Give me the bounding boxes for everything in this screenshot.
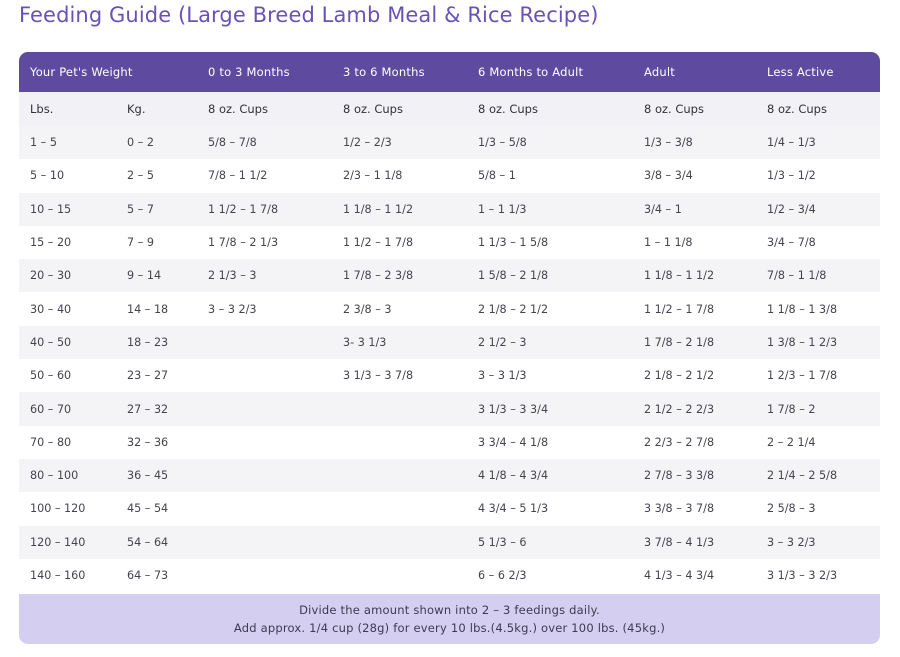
cups-6-months-to-adult-cell: 1 – 1 1/3	[467, 193, 633, 226]
table-row	[19, 326, 880, 359]
cups-3-to-6-months-cell	[332, 526, 467, 559]
cups-6-months-to-adult-cell: 4 1/8 – 4 3/4	[467, 459, 633, 492]
cups-less-active-cell: 1 2/3 – 1 7/8	[756, 359, 880, 392]
weight-kg-cell: 14 – 18	[116, 292, 197, 325]
cups-adult-cell: 3 7/8 – 4 1/3	[633, 526, 756, 559]
cups-adult-cell: 1 7/8 – 2 1/8	[633, 326, 756, 359]
cups-0-to-3-months-cell	[197, 492, 332, 525]
cups-3-to-6-months-cell: 1/2 – 2/3	[332, 126, 467, 159]
cups-adult-cell: 3/4 – 1	[633, 193, 756, 226]
cups-3-to-6-months-cell	[332, 426, 467, 459]
cups-0-to-3-months-cell	[197, 426, 332, 459]
table-row	[19, 126, 880, 159]
feeding-table	[19, 52, 880, 592]
cups-3-to-6-months-cell: 2/3 – 1 1/8	[332, 159, 467, 192]
cups-less-active-cell: 3/4 – 7/8	[756, 226, 880, 259]
cups-adult-cell: 1/3 – 3/8	[633, 126, 756, 159]
cups-3-to-6-months-cell: 2 3/8 – 3	[332, 292, 467, 325]
weight-lbs-cell: 50 – 60	[19, 359, 116, 392]
weight-lbs-cell: 100 – 120	[19, 492, 116, 525]
table-row	[19, 359, 880, 392]
column-header-weight: Your Pet's Weight	[19, 52, 197, 92]
cups-adult-cell: 2 2/3 – 2 7/8	[633, 426, 756, 459]
cups-3-to-6-months-cell	[332, 492, 467, 525]
table-row	[19, 492, 880, 525]
weight-kg-cell: 7 – 9	[116, 226, 197, 259]
weight-kg-cell: 32 – 36	[116, 426, 197, 459]
cups-0-to-3-months-cell	[197, 359, 332, 392]
cups-adult-cell: 2 1/2 – 2 2/3	[633, 392, 756, 425]
cups-adult-cell: 2 7/8 – 3 3/8	[633, 459, 756, 492]
cups-3-to-6-months-cell	[332, 559, 467, 592]
weight-lbs-cell: 70 – 80	[19, 426, 116, 459]
column-header-6-months-to-adult: 6 Months to Adult	[467, 52, 633, 92]
weight-kg-cell: 5 – 7	[116, 193, 197, 226]
weight-lbs-cell: 120 – 140	[19, 526, 116, 559]
cups-0-to-3-months-cell: 1 7/8 – 2 1/3	[197, 226, 332, 259]
weight-lbs-cell: 30 – 40	[19, 292, 116, 325]
weight-lbs-cell: 10 – 15	[19, 193, 116, 226]
cups-less-active-cell: 2 1/4 – 2 5/8	[756, 459, 880, 492]
column-header-3-to-6-months: 3 to 6 Months	[332, 52, 467, 92]
cups-less-active-cell: 1/3 – 1/2	[756, 159, 880, 192]
feeding-guide-table	[19, 52, 880, 644]
cups-0-to-3-months-cell: 5/8 – 7/8	[197, 126, 332, 159]
column-header-adult: Adult	[633, 52, 756, 92]
unit-label-cups: 8 oz. Cups	[633, 92, 756, 126]
table-row	[19, 226, 880, 259]
cups-adult-cell: 2 1/8 – 2 1/2	[633, 359, 756, 392]
weight-kg-cell: 18 – 23	[116, 326, 197, 359]
table-row	[19, 159, 880, 192]
cups-3-to-6-months-cell: 1 1/2 – 1 7/8	[332, 226, 467, 259]
table-row	[19, 526, 880, 559]
page-title: Feeding Guide (Large Breed Lamb Meal & Rice Recipe)	[19, 3, 599, 27]
cups-3-to-6-months-cell: 3 1/3 – 3 7/8	[332, 359, 467, 392]
unit-label-cups: 8 oz. Cups	[332, 92, 467, 126]
weight-kg-cell: 23 – 27	[116, 359, 197, 392]
cups-0-to-3-months-cell: 7/8 – 1 1/2	[197, 159, 332, 192]
cups-adult-cell: 3 3/8 – 3 7/8	[633, 492, 756, 525]
cups-adult-cell: 1 – 1 1/8	[633, 226, 756, 259]
cups-less-active-cell: 7/8 – 1 1/8	[756, 259, 880, 292]
cups-0-to-3-months-cell	[197, 392, 332, 425]
cups-6-months-to-adult-cell: 3 – 3 1/3	[467, 359, 633, 392]
cups-6-months-to-adult-cell: 3 1/3 – 3 3/4	[467, 392, 633, 425]
weight-lbs-cell: 5 – 10	[19, 159, 116, 192]
weight-lbs-cell: 40 – 50	[19, 326, 116, 359]
unit-label-cups: 8 oz. Cups	[467, 92, 633, 126]
weight-kg-cell: 9 – 14	[116, 259, 197, 292]
cups-6-months-to-adult-cell: 2 1/8 – 2 1/2	[467, 292, 633, 325]
cups-0-to-3-months-cell	[197, 526, 332, 559]
unit-label-cups: 8 oz. Cups	[197, 92, 332, 126]
cups-less-active-cell: 1/4 – 1/3	[756, 126, 880, 159]
weight-lbs-cell: 80 – 100	[19, 459, 116, 492]
cups-6-months-to-adult-cell: 1/3 – 5/8	[467, 126, 633, 159]
cups-0-to-3-months-cell: 3 – 3 2/3	[197, 292, 332, 325]
cups-6-months-to-adult-cell: 5 1/3 – 6	[467, 526, 633, 559]
cups-0-to-3-months-cell	[197, 326, 332, 359]
column-header-0-to-3-months: 0 to 3 Months	[197, 52, 332, 92]
table-row	[19, 193, 880, 226]
feeding-note	[19, 594, 880, 644]
weight-kg-cell: 45 – 54	[116, 492, 197, 525]
table-row	[19, 292, 880, 325]
cups-adult-cell: 1 1/2 – 1 7/8	[633, 292, 756, 325]
cups-less-active-cell: 2 – 2 1/4	[756, 426, 880, 459]
cups-adult-cell: 4 1/3 – 4 3/4	[633, 559, 756, 592]
weight-kg-cell: 54 – 64	[116, 526, 197, 559]
weight-kg-cell: 64 – 73	[116, 559, 197, 592]
cups-less-active-cell: 1 3/8 – 1 2/3	[756, 326, 880, 359]
cups-adult-cell: 3/8 – 3/4	[633, 159, 756, 192]
column-header-less-active: Less Active	[756, 52, 880, 92]
cups-6-months-to-adult-cell: 6 – 6 2/3	[467, 559, 633, 592]
weight-kg-cell: 2 – 5	[116, 159, 197, 192]
cups-3-to-6-months-cell: 1 1/8 – 1 1/2	[332, 193, 467, 226]
cups-6-months-to-adult-cell: 3 3/4 – 4 1/8	[467, 426, 633, 459]
cups-0-to-3-months-cell	[197, 459, 332, 492]
cups-3-to-6-months-cell: 1 7/8 – 2 3/8	[332, 259, 467, 292]
weight-lbs-cell: 140 – 160	[19, 559, 116, 592]
cups-less-active-cell: 1 1/8 – 1 3/8	[756, 292, 880, 325]
cups-0-to-3-months-cell: 2 1/3 – 3	[197, 259, 332, 292]
cups-less-active-cell: 3 1/3 – 3 2/3	[756, 559, 880, 592]
table-row	[19, 259, 880, 292]
cups-3-to-6-months-cell	[332, 459, 467, 492]
cups-0-to-3-months-cell	[197, 559, 332, 592]
feeding-note-line-2: Add approx. 1/4 cup (28g) for every 10 lbs.(4.5kg.) over 100 lbs. (45kg.)	[233, 621, 666, 635]
cups-3-to-6-months-cell	[332, 392, 467, 425]
cups-6-months-to-adult-cell: 4 3/4 – 5 1/3	[467, 492, 633, 525]
feeding-note-line-1: Divide the amount shown into 2 – 3 feedings daily.	[299, 603, 600, 617]
cups-6-months-to-adult-cell: 1 5/8 – 2 1/8	[467, 259, 633, 292]
table-row	[19, 426, 880, 459]
weight-kg-cell: 0 – 2	[116, 126, 197, 159]
unit-label-cups: 8 oz. Cups	[756, 92, 880, 126]
cups-6-months-to-adult-cell: 2 1/2 – 3	[467, 326, 633, 359]
unit-label-kg: Kg.	[116, 92, 197, 126]
table-header-row	[19, 52, 880, 92]
cups-less-active-cell: 3 – 3 2/3	[756, 526, 880, 559]
table-row	[19, 459, 880, 492]
cups-0-to-3-months-cell: 1 1/2 – 1 7/8	[197, 193, 332, 226]
cups-less-active-cell: 1/2 – 3/4	[756, 193, 880, 226]
cups-6-months-to-adult-cell: 5/8 – 1	[467, 159, 633, 192]
unit-label-lbs: Lbs.	[19, 92, 116, 126]
weight-kg-cell: 36 – 45	[116, 459, 197, 492]
cups-6-months-to-adult-cell: 1 1/3 – 1 5/8	[467, 226, 633, 259]
cups-less-active-cell: 2 5/8 – 3	[756, 492, 880, 525]
table-row	[19, 392, 880, 425]
cups-adult-cell: 1 1/8 – 1 1/2	[633, 259, 756, 292]
weight-lbs-cell: 20 – 30	[19, 259, 116, 292]
weight-lbs-cell: 15 – 20	[19, 226, 116, 259]
cups-3-to-6-months-cell: 3- 3 1/3	[332, 326, 467, 359]
table-row	[19, 559, 880, 592]
unit-row	[19, 92, 880, 126]
weight-kg-cell: 27 – 32	[116, 392, 197, 425]
weight-lbs-cell: 1 – 5	[19, 126, 116, 159]
cups-less-active-cell: 1 7/8 – 2	[756, 392, 880, 425]
weight-lbs-cell: 60 – 70	[19, 392, 116, 425]
